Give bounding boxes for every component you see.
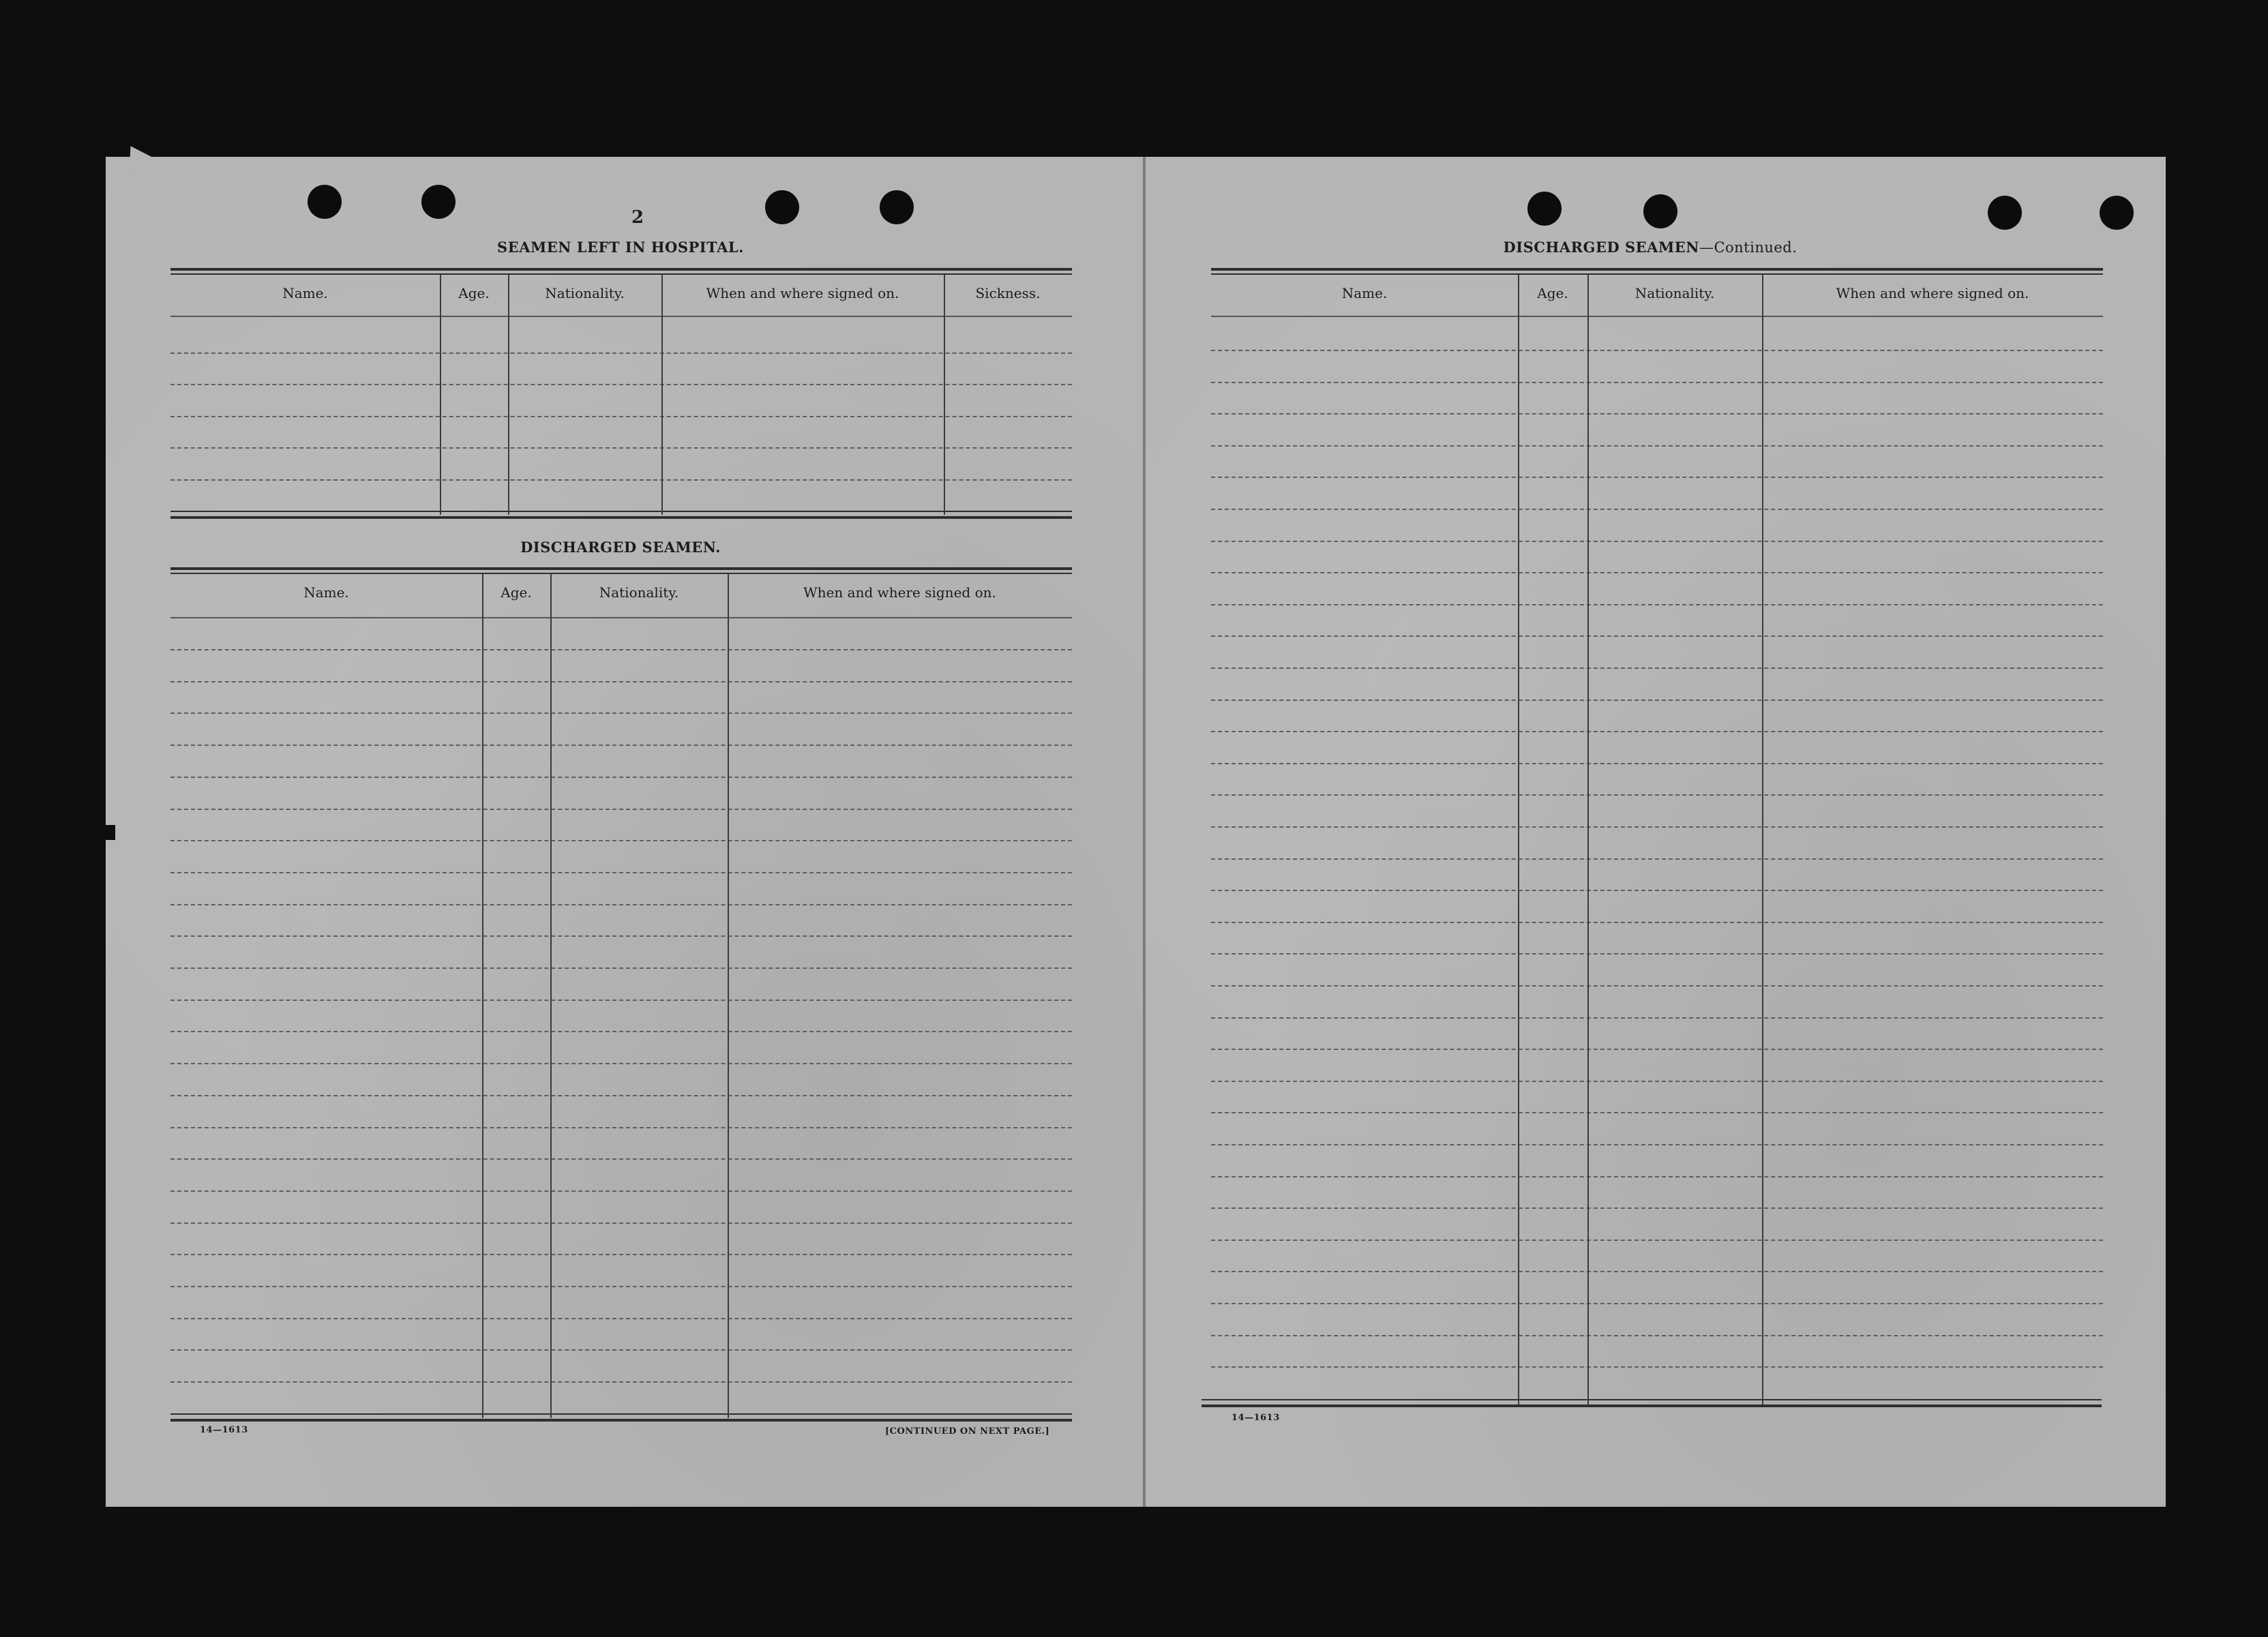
ruled-row-line [170, 712, 1072, 714]
ruled-row-line [170, 1318, 1072, 1319]
punch-hole [308, 185, 342, 219]
ruled-row-line [1211, 1049, 2103, 1050]
right-page [1144, 157, 2166, 1507]
right-divider [1518, 275, 1519, 1405]
discharged-top-rule-2 [170, 573, 1072, 574]
discharged-divider [550, 574, 552, 1418]
form-code: 14—1613 [200, 1425, 248, 1435]
hospital-divider [944, 275, 945, 515]
right-header-rule [1211, 316, 2103, 317]
punch-hole [880, 190, 914, 224]
ruled-row-line [170, 840, 1072, 841]
ruled-row-line [170, 1349, 1072, 1351]
right-col-name: Name. [1341, 285, 1388, 301]
ruled-row-line [1211, 1017, 2103, 1019]
hospital-bottom-rule-2 [170, 516, 1072, 519]
ruled-row-line [170, 1031, 1072, 1032]
torn-edge-notch [106, 825, 115, 840]
ruled-row-line [1211, 509, 2103, 510]
discharged-divider [482, 574, 483, 1418]
punch-hole [1527, 192, 1562, 226]
ruled-row-line [1211, 700, 2103, 701]
ruled-row-line [170, 809, 1072, 810]
ruled-row-line [1211, 1144, 2103, 1145]
ruled-row-line [1211, 858, 2103, 860]
right-top-rule [1211, 268, 2103, 271]
ruled-row-line [1211, 477, 2103, 478]
hospital-row-line [170, 384, 1072, 385]
ruled-row-line [1211, 445, 2103, 447]
hospital-col-signed-on: When and where signed on. [706, 285, 899, 301]
hospital-section-title: SEAMEN LEFT IN HOSPITAL. [497, 239, 744, 256]
center-fold [1143, 157, 1146, 1507]
discharged-divider [728, 574, 729, 1418]
discharged-col-name: Name. [303, 584, 349, 601]
discharged-col-nationality: Nationality. [599, 584, 679, 601]
ruled-row-line [1211, 541, 2103, 542]
ruled-row-line [170, 1190, 1072, 1192]
ruled-row-line [1211, 413, 2103, 415]
hospital-row-line [170, 352, 1072, 354]
punch-hole [421, 185, 456, 219]
ruled-row-line [170, 1063, 1072, 1064]
hospital-divider [440, 275, 441, 515]
form-code-right: 14—1613 [1232, 1413, 1280, 1423]
ruled-row-line [1211, 1366, 2103, 1368]
ruled-row-line [1211, 985, 2103, 987]
hospital-col-name: Name. [282, 285, 328, 301]
ruled-row-line [170, 935, 1072, 937]
left-page [106, 157, 1144, 1507]
hospital-top-rule-2 [170, 273, 1072, 275]
discharged-col-signed-on: When and where signed on. [803, 584, 996, 601]
ruled-row-line [1211, 635, 2103, 637]
ruled-row-line [1211, 953, 2103, 955]
discharged-header-rule [170, 617, 1072, 618]
discharged-col-age: Age. [501, 584, 532, 601]
punch-hole [1988, 196, 2022, 230]
ruled-row-line [1211, 1240, 2103, 1241]
ruled-row-line [170, 777, 1072, 778]
ruled-row-line [170, 649, 1072, 650]
punch-hole [1643, 194, 1677, 228]
discharged-continued-title [1425, 239, 1875, 256]
hospital-col-sickness: Sickness. [975, 285, 1041, 301]
punch-hole [2100, 196, 2134, 230]
ruled-row-line [170, 745, 1072, 746]
discharged-bottom-rule-2 [170, 1419, 1072, 1422]
hospital-divider [508, 275, 509, 515]
discharged-continued-title-suffix: —Continued. [1699, 239, 1797, 256]
hospital-divider [661, 275, 663, 515]
ruled-row-line [1211, 1176, 2103, 1177]
ruled-row-line [1211, 826, 2103, 828]
hospital-col-age: Age. [458, 285, 490, 301]
ruled-row-line [170, 1000, 1072, 1001]
ruled-row-line [170, 1127, 1072, 1128]
punch-hole [765, 190, 799, 224]
continued-note: [CONTINUED ON NEXT PAGE.] [885, 1426, 1050, 1437]
ruled-row-line [170, 872, 1072, 873]
ruled-row-line [1211, 731, 2103, 732]
right-col-age: Age. [1537, 285, 1568, 301]
ruled-row-line [1211, 572, 2103, 573]
ruled-row-line [170, 1381, 1072, 1383]
hospital-top-rule [170, 268, 1072, 271]
ruled-row-line [1211, 794, 2103, 796]
ruled-row-line [1211, 763, 2103, 764]
hospital-header-rule [170, 316, 1072, 317]
ruled-row-line [170, 1222, 1072, 1224]
discharged-bottom-rule [170, 1413, 1072, 1415]
hospital-col-nationality: Nationality. [545, 285, 625, 301]
ruled-row-line [170, 1254, 1072, 1255]
ruled-row-line [1211, 1335, 2103, 1336]
ruled-row-line [1211, 1081, 2103, 1082]
ruled-row-line [170, 904, 1072, 905]
right-divider [1762, 275, 1763, 1405]
ruled-row-line [1211, 1271, 2103, 1272]
hospital-row-line [170, 447, 1072, 449]
page-number: 2 [631, 207, 644, 228]
right-col-signed-on: When and where signed on. [1836, 285, 2029, 301]
discharged-continued-title-main: DISCHARGED SEAMEN [1503, 239, 1699, 256]
hospital-bottom-rule [170, 511, 1072, 512]
right-bottom-rule-2 [1202, 1405, 2102, 1407]
ruled-row-line [1211, 1112, 2103, 1113]
ruled-row-line [1211, 382, 2103, 383]
right-divider [1587, 275, 1589, 1405]
ruled-row-line [1211, 890, 2103, 891]
ruled-row-line [170, 967, 1072, 969]
ruled-row-line [1211, 922, 2103, 923]
ruled-row-line [1211, 1207, 2103, 1209]
right-col-nationality: Nationality. [1635, 285, 1715, 301]
ruled-row-line [1211, 1303, 2103, 1304]
ruled-row-line [1211, 604, 2103, 605]
ruled-row-line [1211, 350, 2103, 351]
ruled-row-line [1211, 667, 2103, 669]
hospital-row-line [170, 479, 1072, 481]
discharged-section-title: DISCHARGED SEAMEN. [520, 539, 721, 556]
ruled-row-line [170, 1158, 1072, 1160]
ruled-row-line [170, 1286, 1072, 1287]
ruled-row-line [170, 681, 1072, 682]
discharged-top-rule [170, 567, 1072, 570]
hospital-row-line [170, 416, 1072, 417]
right-top-rule-2 [1211, 273, 2103, 275]
right-bottom-rule [1202, 1399, 2102, 1400]
ruled-row-line [170, 1095, 1072, 1096]
